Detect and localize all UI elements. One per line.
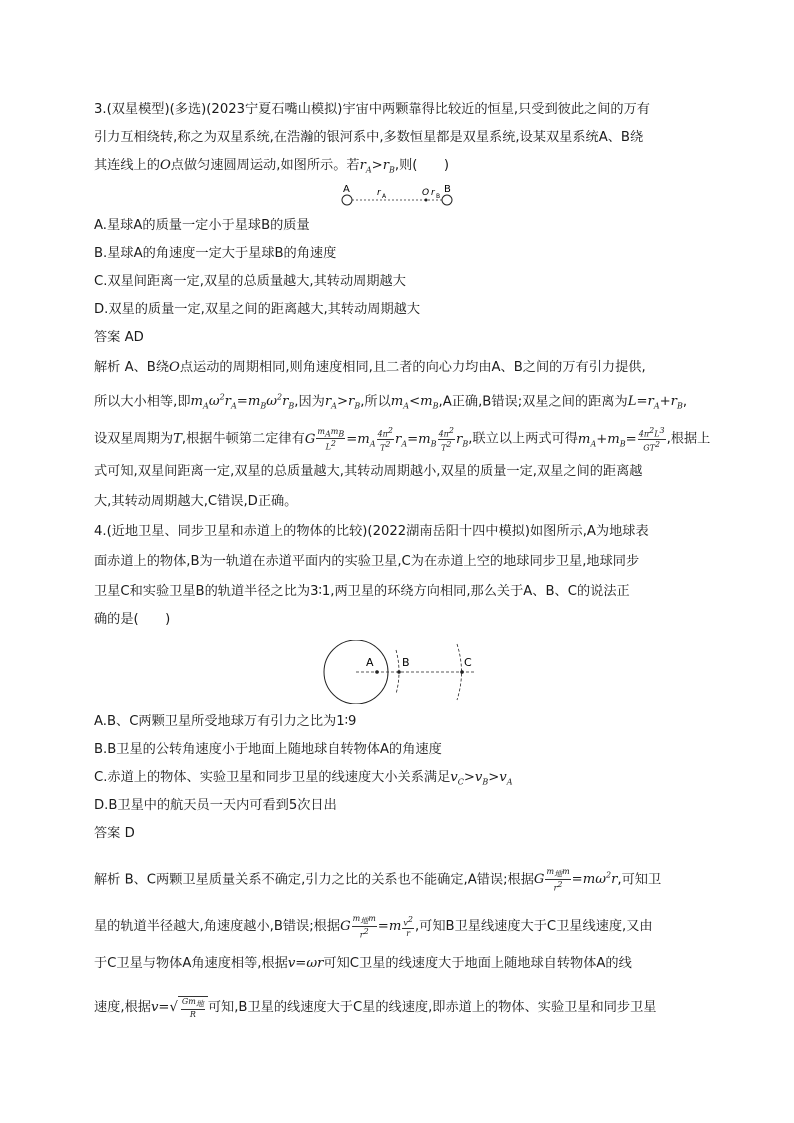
math-force-balance: $m_A\omega^2r_A=m_B\omega^2r_B$ <box>190 393 295 412</box>
q4-explanation-1: 解析 B、C两颗卫星质量关系不确定,引力之比的关系也不能确定,A错误;根据G $\frac{m_地m}{r^2}$ $=m\omega^2r$,可知卫 <box>94 867 662 893</box>
q3-option-a: A.星球A的质量一定小于星球B的质量 <box>94 218 310 233</box>
center-o-point <box>425 199 428 202</box>
q3-line-3: 其连线上的O点做匀速圆周运动,如图所示。若$r_A>r_B$,则( ) <box>94 158 449 175</box>
q4-line-4: 确的是( ) <box>94 612 171 627</box>
q4-option-c: C.赤道上的物体、实验卫星和同步卫星的线速度大小关系满足$v_C>v_B>v_A$ <box>94 770 513 787</box>
q4-line-2: 面赤道上的物体,B为一轨道在赤道平面内的实验卫星,C为在赤道上空的地球同步卫星,地球同步 <box>94 554 640 569</box>
star-a-circle <box>342 195 352 205</box>
math-gravity-velocity: G $\frac{m_地m}{r^2}$ =m $\frac{v^2}{r}$ <box>340 914 413 940</box>
q3-line-1: 3.(双星模型)(多选)(2023宁夏石嘴山模拟)宇宙中两颗靠得比较近的恒星,只受到彼此之间的万有 <box>94 102 650 117</box>
q3-option-c: C.双星间距离一定,双星的总质量越大,其转动周期越大 <box>94 274 406 289</box>
math-newton-eq: G $\frac{m_Am_B}{L^2}$ $=m_A$ $\frac{4\pi^2}{T^2}$ $r_A=m_B$ $\frac{4\pi^2}{T^2}$ $r_B$ <box>304 426 469 453</box>
satellite-c-point <box>460 670 464 674</box>
q3-explanation-2: 所以大小相等,即$m_A\omega^2r_A=m_B\omega^2r_B$,因为$r_A>r_B$,所以$m_A<m_B,A$正确,B错误;双星之间的距离为$L=r_A+r_B$, <box>94 393 688 412</box>
math-velocity-order: $v_C>v_B>v_A$ <box>450 770 513 787</box>
math-ra-gt-rb: $r_A>r_B$ <box>359 158 395 175</box>
q4-option-d: D.B卫星中的航天员一天内可看到5次日出 <box>94 798 337 813</box>
q3-explanation-4: 式可知,双星间距离一定,双星的总质量越大,其转动周期越小,双星的质量一定,双星之间的距离越 <box>94 464 643 479</box>
q4-explanation-3: 于C卫星与物体A角速度相等,根据v=ωr可知C卫星的线速度大于地面上随地球自转物体A的线 <box>94 956 632 971</box>
label-a: A <box>343 184 350 195</box>
label-c: C <box>464 656 472 669</box>
math-gravity-omega: G $\frac{m_地m}{r^2}$ $=m\omega^2r$ <box>533 867 618 893</box>
label-b: B <box>402 656 410 669</box>
math-v-sqrt: v=√ $\frac{Gm_地}{R}$ <box>151 1000 208 1015</box>
math-total-mass: $m_A+m_B=$ $\frac{4\pi^2L^3}{GT^2}$ <box>577 426 665 453</box>
math-distance-l: $L=r_A+r_B$ <box>627 394 683 412</box>
q4-line-3: 卫星C和实验卫星B的轨道半径之比为3∶1,两卫星的环绕方向相同,那么关于A、B、C的说法正 <box>94 584 630 599</box>
q4-option-a: A.B、C两颗卫星所受地球万有引力之比为1∶9 <box>94 714 357 729</box>
label-rb: r <box>431 188 435 198</box>
label-ra: r <box>377 188 381 198</box>
label-ra-sub: A <box>382 193 387 200</box>
q3-explanation-5: 大,其转动周期越大,C错误,D正确。 <box>94 494 298 509</box>
label-o: O <box>422 188 430 198</box>
math-v-omega-r: v=ωr <box>287 956 324 971</box>
q4-option-b: B.B卫星的公转角速度小于地面上随地球自转物体A的角速度 <box>94 742 442 757</box>
q3-option-d: D.双星的质量一定,双星之间的距离越大,其转动周期越大 <box>94 302 421 317</box>
q4-line-1: 4.(近地卫星、同步卫星和赤道上的物体的比较)(2022湖南岳阳十四中模拟)如图所示,A为地球表 <box>94 524 649 539</box>
q3-binary-star-figure <box>336 184 460 210</box>
label-rb-sub: B <box>436 193 441 200</box>
star-b-circle <box>442 195 452 205</box>
satellite-b-point <box>397 670 401 674</box>
q3-option-b: B.星球A的角速度一定大于星球B的角速度 <box>94 246 337 261</box>
q3-explanation-3: 设双星周期为T,根据牛顿第二定律有G $\frac{m_Am_B}{L^2}$ $=m_A$ $\frac{4\pi^2}{T^2}$ $r_A=m_B$ $\frac{4\pi^2}{T^2}$ $r_B$,联立以上两式可得$m_A+m_B=$ $\frac{4\pi^2L^3}{GT^2}$ ,根据上 <box>94 426 711 453</box>
label-a: A <box>366 656 374 669</box>
q4-explanation-4: 速度,根据v=√ $\frac{Gm_地}{R}$ 可知,B卫星的线速度大于C星的线速度,即赤道上的物体、实验卫星和同步卫星 <box>94 997 657 1019</box>
label-b: B <box>444 184 451 195</box>
q3-line-2: 引力互相绕转,称之为双星系统,在浩瀚的银河系中,多数恒星都是双星系统,设某双星系统A、B绕 <box>94 130 644 145</box>
object-a-point <box>375 670 379 674</box>
q3-explanation-1: 解析 A、B绕O点运动的周期相同,则角速度相同,且二者的向心力均由A、B之间的万有引力提供, <box>94 360 646 375</box>
math-O: O <box>159 158 171 173</box>
q3-answer: 答案 AD <box>94 330 144 345</box>
q4-explanation-2: 星的轨道半径越大,角速度越小,B错误;根据G $\frac{m_地m}{r^2}$ =m $\frac{v^2}{r}$ ,可知B卫星线速度大于C卫星线速度,又由 <box>94 914 653 940</box>
q4-answer: 答案 D <box>94 826 135 841</box>
q4-orbit-figure <box>318 640 488 704</box>
